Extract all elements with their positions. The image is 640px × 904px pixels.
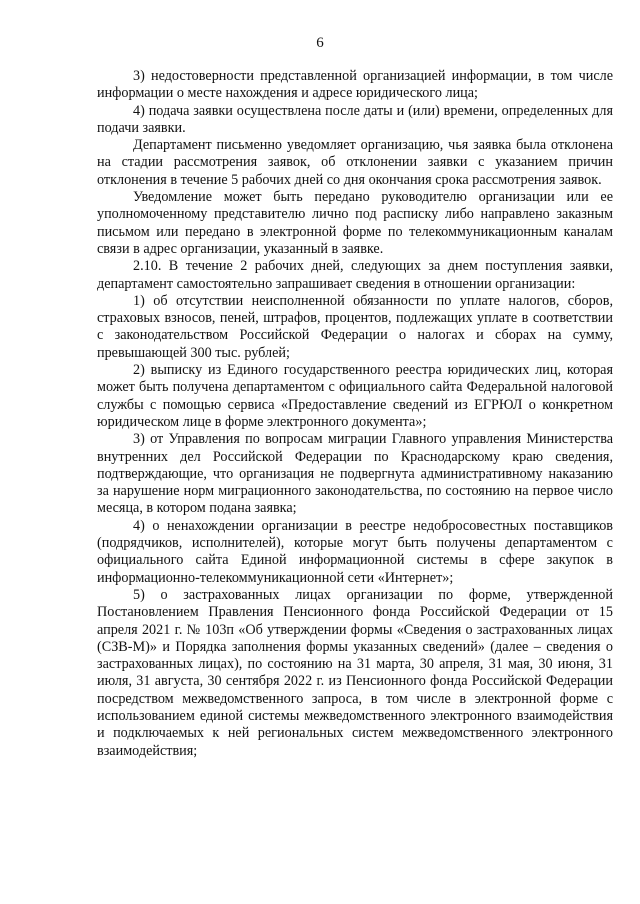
page-number: 6 [316, 35, 324, 51]
paragraph-item-4-late-submission: 4) подача заявки осуществлена после даты и (или) времени, определенных для подачи заявки. [97, 102, 613, 136]
paragraph-item-3-unreliable-info: 3) недостоверности представленной организацией информации, в том числе информации о месте нахождения и адресе юридического лица; [97, 68, 613, 102]
paragraph-section-2-10: 2.10. В течение 2 рабочих дней, следующих за днем поступления заявки, департамент самостоятельно запрашивает сведения в отношении организации: [97, 258, 613, 292]
paragraph-rejection-notice: Департамент письменно уведомляет организацию, чья заявка была отклонена на стадии рассмотрения заявок, об отклонении заявки с указанием причин отклонения в течение 5 рабочих дней со дня окончания срока рассмотрения заявок. [97, 137, 613, 188]
document-body [97, 68, 613, 760]
paragraph-notice-delivery: Уведомление может быть передано руководителю организации или ее уполномоченному представителю лично под расписку либо направлено заказным письмом или передано в электронной форме по телекоммуникационным каналам связи в адрес организации, указанный в заявке. [97, 189, 613, 257]
paragraph-request-4-suppliers-registry: 4) о ненахождении организации в реестре недобросовестных поставщиков (подрядчиков, исполнителей), которые могут быть получены департаментом с официального сайта Единой информационной системы в сфере закупок в информационно-телекоммуникационной сети «Интернет»; [97, 517, 613, 586]
paragraph-request-5-insured-persons: 5) о застрахованных лицах организации по форме, утвержденной Постановлением Правления Пенсионного фонда Российской Федерации от 15 апреля 2021 г. № 103п «Об утверждении формы «Сведения о застрахованных лицах (СЗВ-М)» и Порядка заполнения формы указанных сведений» (далее – сведения о застрахованных лицах), по состоянию на 31 марта, 30 апреля, 31 мая, 30 июня, 31 июля, 31 августа, 30 сентября 2022 г. из Пенсионного фонда Российской Федерации посредством межведомственного запроса, в том числе в электронной форме с использованием единой системы межведомственного электронного взаимодействия и подключаемых к ней региональных систем межведомственного электронного взаимодействия; [97, 586, 613, 759]
paragraph-request-3-migration: 3) от Управления по вопросам миграции Главного управления Министерства внутренних дел Российской Федерации по Краснодарскому краю сведения, подтверждающие, что организация не подвергнута административному наказанию за нарушение норм миграционного законодательства, по состоянию на первое число месяца, в котором подана заявка; [97, 431, 613, 517]
paragraph-request-2-egrul: 2) выписку из Единого государственного реестра юридических лиц, которая может быть получена департаментом с официального сайта Федеральной налоговой службы с помощью сервиса «Предоставление сведений из ЕГРЮЛ о конкретном юридическом лице в форме электронного документа»; [97, 362, 613, 430]
paragraph-request-1-taxes: 1) об отсутствии неисполненной обязанности по уплате налогов, сборов, страховых взносов, пеней, штрафов, процентов, подлежащих уплате в соответствии с законодательством Российской Федерации о налогах и сборах на сумму, превышающей 300 тыс. рублей; [97, 292, 613, 361]
